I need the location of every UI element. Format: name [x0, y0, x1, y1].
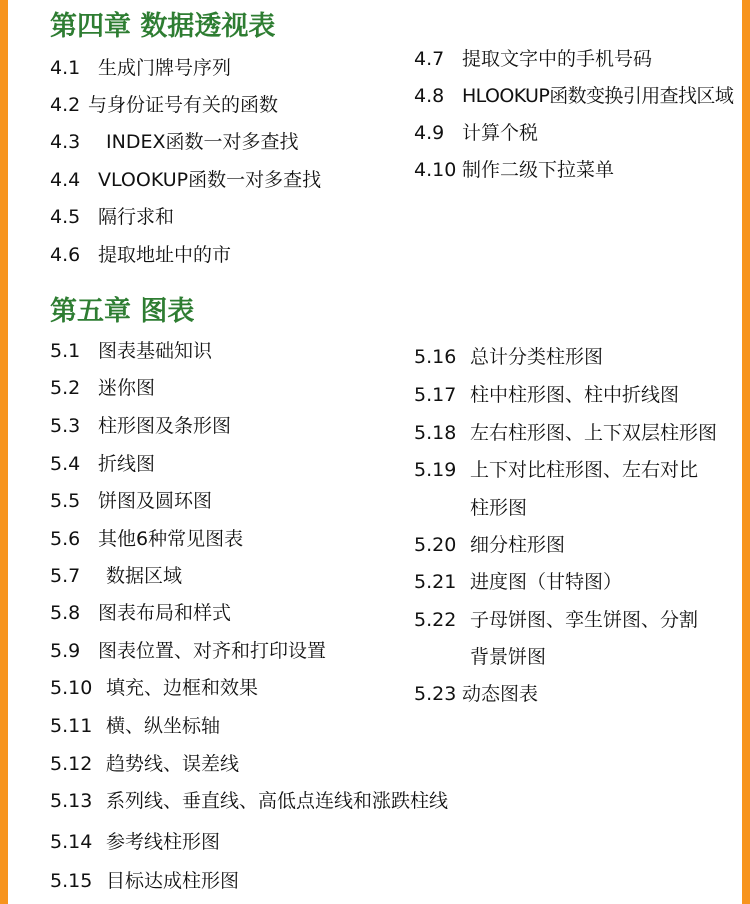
item-text: 其他6种常见图表	[98, 528, 244, 550]
item-number: 5.18	[414, 422, 457, 444]
item-number: 5.19	[414, 459, 457, 481]
item-number: 5.3	[50, 415, 81, 437]
item-number: 5.16	[414, 346, 457, 368]
toc-item-5-22	[414, 605, 698, 635]
item-text: 左右柱形图、上下双层柱形图	[470, 422, 718, 444]
toc-item-5-14	[50, 827, 220, 857]
item-number: 5.5	[50, 490, 81, 512]
toc-item-5-15	[50, 866, 239, 896]
item-text: 系列线、垂直线、高低点连线和涨跌柱线	[106, 790, 449, 812]
item-number: 4.7	[414, 48, 445, 70]
item-text: 子母饼图、孪生饼图、分割	[470, 609, 699, 631]
item-number: 5.21	[414, 571, 457, 593]
item-number: 5.22	[414, 609, 457, 631]
toc-item-5-23	[414, 679, 538, 709]
item-number: 4.4	[50, 169, 81, 191]
item-number: 5.1	[50, 340, 81, 362]
item-text: 计算个税	[462, 122, 539, 144]
toc-item-5-22-continued: 背景饼图	[470, 646, 547, 668]
item-text: 隔行求和	[98, 206, 175, 228]
toc-item-4-10	[414, 155, 614, 185]
toc-item-4-6	[50, 240, 231, 270]
item-number: 4.3	[50, 131, 81, 153]
item-text: 细分柱形图	[470, 534, 566, 556]
toc-item-5-16	[414, 342, 603, 372]
item-text: 柱中柱形图、柱中折线图	[470, 384, 680, 406]
item-number: 5.8	[50, 602, 81, 624]
item-text: 动态图表	[462, 683, 539, 705]
document-page	[8, 0, 742, 904]
item-number: 4.10	[414, 159, 457, 181]
toc-item-5-1	[50, 336, 212, 366]
toc-item-5-3	[50, 411, 231, 441]
item-text: 提取地址中的市	[98, 244, 232, 266]
item-number: 4.5	[50, 206, 81, 228]
item-text: 趋势线、误差线	[106, 753, 240, 775]
item-text: 参考线柱形图	[106, 831, 221, 853]
toc-item-5-5	[50, 486, 212, 516]
item-number: 5.9	[50, 640, 81, 662]
item-number: 5.13	[50, 790, 93, 812]
item-number: 5.17	[414, 384, 457, 406]
chapter-5-title: 第五章 图表	[50, 296, 195, 327]
toc-item-5-6	[50, 524, 243, 554]
toc-item-5-8	[50, 598, 231, 628]
item-text: 迷你图	[98, 377, 156, 399]
toc-item-4-1	[50, 53, 231, 83]
chapter-4-title: 第四章 数据透视表	[50, 11, 276, 42]
item-text: 进度图（甘特图）	[470, 571, 623, 593]
item-text: VLOOKUP函数一对多查找	[98, 169, 322, 191]
item-text: 横、纵坐标轴	[106, 715, 221, 737]
toc-item-4-9	[414, 118, 538, 148]
toc-item-5-18	[414, 418, 717, 448]
item-text: 目标达成柱形图	[106, 870, 240, 892]
item-text: 上下对比柱形图、左右对比	[470, 459, 699, 481]
item-number: 5.14	[50, 831, 93, 853]
toc-item-5-19-continued: 柱形图	[470, 497, 528, 519]
item-number: 5.2	[50, 377, 81, 399]
item-text: 总计分类柱形图	[470, 346, 604, 368]
item-number: 5.7	[50, 565, 81, 587]
item-text: 填充、边框和效果	[106, 677, 259, 699]
toc-item-5-12	[50, 749, 239, 779]
toc-item-5-17	[414, 380, 679, 410]
item-number: 5.4	[50, 453, 81, 475]
toc-item-4-8	[414, 81, 733, 111]
item-number: 5.15	[50, 870, 93, 892]
item-text: 提取文字中的手机号码	[462, 48, 653, 70]
item-text: 图表位置、对齐和打印设置	[98, 640, 327, 662]
item-number: 5.10	[50, 677, 93, 699]
item-number: 4.6	[50, 244, 81, 266]
toc-item-5-10	[50, 673, 258, 703]
item-text: 制作二级下拉菜单	[462, 159, 615, 181]
item-number: 5.6	[50, 528, 81, 550]
item-number: 4.2	[50, 94, 81, 116]
item-number: 4.9	[414, 122, 445, 144]
toc-item-5-20	[414, 530, 565, 560]
item-text: INDEX函数一对多查找	[106, 131, 299, 153]
item-text: 生成门牌号序列	[98, 57, 232, 79]
toc-item-4-2	[50, 90, 278, 120]
toc-item-5-7	[50, 561, 182, 591]
item-number: 5.11	[50, 715, 93, 737]
item-number: 5.20	[414, 534, 457, 556]
item-number: 5.23	[414, 683, 457, 705]
toc-item-4-4	[50, 165, 321, 195]
item-number: 4.1	[50, 57, 81, 79]
toc-item-5-19	[414, 455, 698, 485]
item-text: 柱形图及条形图	[98, 415, 232, 437]
item-text: HLOOKUP函数变换引用查找区域	[462, 85, 734, 107]
toc-item-4-7	[414, 44, 652, 74]
item-number: 4.8	[414, 85, 445, 107]
item-text: 与身份证号有关的函数	[88, 94, 279, 116]
item-number: 5.12	[50, 753, 93, 775]
toc-item-4-5	[50, 202, 174, 232]
toc-item-5-4	[50, 449, 155, 479]
item-text: 饼图及圆环图	[98, 490, 213, 512]
item-text: 折线图	[98, 453, 156, 475]
item-text: 图表基础知识	[98, 340, 213, 362]
toc-item-5-2	[50, 373, 155, 403]
toc-item-5-11	[50, 711, 220, 741]
toc-item-5-13	[50, 786, 448, 816]
item-text: 数据区域	[106, 565, 183, 587]
toc-item-5-9	[50, 636, 326, 666]
toc-item-4-3	[50, 127, 298, 157]
item-text: 图表布局和样式	[98, 602, 232, 624]
toc-item-5-21	[414, 567, 622, 597]
